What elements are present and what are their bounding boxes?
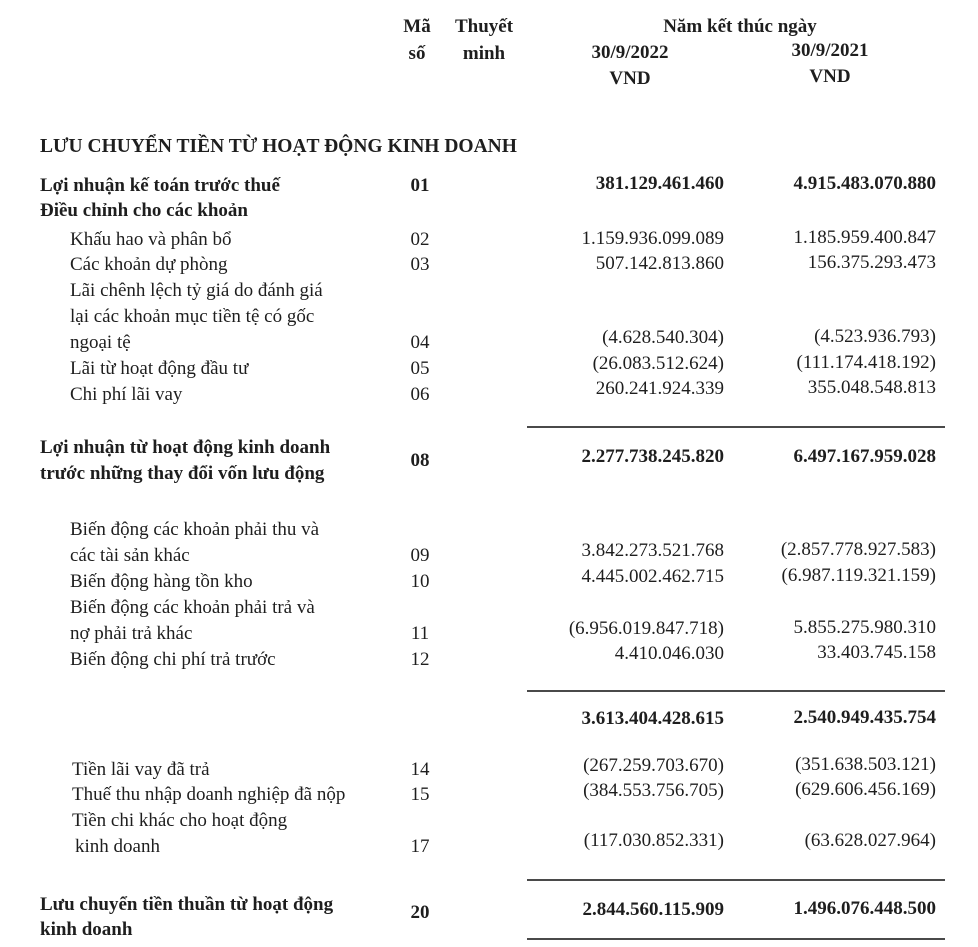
row-code: 12 [410,649,430,670]
row-value-2022: (26.083.512.624) [592,353,724,374]
total-rule-top [527,879,945,881]
row-value-2022: (117.030.852.331) [583,830,724,851]
row-label: trước những thay đổi vốn lưu động [40,463,325,484]
row-label: Biến động các khoản phải trả và [70,597,315,618]
row-code: 17 [410,836,430,857]
row-value-2022: (4.628.540.304) [602,327,724,348]
row-label: Lợi nhuận kế toán trước thuế [40,175,280,196]
row-label: Lãi chênh lệch tỷ giá do đánh giá [70,280,323,301]
total-rule-bottom [527,938,945,940]
section-title: LƯU CHUYỂN TIỀN TỪ HOẠT ĐỘNG KINH DOANH [40,136,517,157]
row-value-2021: 5.855.275.980.310 [793,617,936,638]
row-value-2022: 260.241.924.339 [595,378,724,399]
row-label: Lãi từ hoạt động đầu tư [70,358,249,379]
row-label: kinh doanh [75,836,160,857]
row-label: ngoại tệ [70,332,131,353]
row-code: 01 [410,175,430,196]
row-label: Tiền chi khác cho hoạt động [72,810,288,831]
row-value-2021: 33.403.745.158 [817,642,936,663]
row-value-2021: (4.523.936.793) [814,326,936,347]
col-header-note-line2: minh [462,43,506,64]
row-code: 08 [410,450,430,471]
row-label: Biến động các khoản phải thu và [70,519,320,540]
row-label: Khấu hao và phân bổ [70,229,232,250]
subtotal-rule [527,690,945,692]
row-value-2021: (2.857.778.927.583) [780,539,936,560]
row-value-2021: 1.496.076.448.500 [793,898,936,919]
row-code: 03 [410,254,430,275]
row-label: nợ phải trả khác [70,623,193,644]
row-label: Điều chỉnh cho các khoản [40,200,248,221]
row-label: kinh doanh [40,919,133,940]
row-code: 14 [410,759,430,780]
row-code: 09 [410,545,430,566]
row-value-2021: (6.987.119.321.159) [781,565,936,586]
col-header-2022-date: 30/9/2022 [591,42,669,63]
row-label: các tài sản khác [70,545,190,566]
row-value-2022: (6.956.019.847.718) [568,618,724,639]
row-value-2021: 355.048.548.813 [807,377,936,398]
cropped-header-text [560,0,670,4]
row-value-2021: (629.606.456.169) [795,779,936,800]
row-code: 15 [410,784,430,805]
row-value-2022: (384.553.756.705) [583,780,724,801]
row-code: 20 [410,902,430,923]
row-value-2021: (63.628.027.964) [804,830,936,851]
row-value-2021: 6.497.167.959.028 [793,446,936,467]
period-heading: Năm kết thúc ngày [663,16,817,37]
col-header-2021-currency: VND [809,66,851,87]
row-label: Chi phí lãi vay [70,384,183,405]
row-label: Tiền lãi vay đã trả [72,759,210,780]
row-label: Thuế thu nhập doanh nghiệp đã nộp [72,784,346,805]
row-value-2022: 3.842.273.521.768 [581,540,724,561]
col-header-code-line1: Mã [403,16,431,37]
row-value-2022: 2.277.738.245.820 [581,446,724,467]
row-code: 06 [410,384,430,405]
row-label: Biến động hàng tồn kho [70,571,253,592]
row-value-2022: 507.142.813.860 [595,253,724,274]
row-code: 02 [410,229,430,250]
row-label: lại các khoản mục tiền tệ có gốc [70,306,315,327]
row-label: Lưu chuyển tiền thuần từ hoạt động [40,894,334,915]
row-value-2021: 4.915.483.070.880 [793,173,936,194]
subtotal-value-2022: 3.613.404.428.615 [581,708,724,729]
col-header-2022-currency: VND [609,68,651,89]
subtotal-rule [527,426,945,428]
row-value-2021: 156.375.293.473 [807,252,936,273]
row-value-2022: 381.129.461.460 [595,173,724,194]
row-code: 10 [410,571,430,592]
row-code: 05 [410,358,430,379]
row-code: 11 [410,623,430,644]
row-value-2022: 1.159.936.099.089 [581,228,724,249]
row-value-2021: (111.174.418.192) [796,352,936,373]
subtotal-value-2021: 2.540.949.435.754 [793,707,936,728]
row-value-2021: 1.185.959.400.847 [793,227,936,248]
col-header-2021-date: 30/9/2021 [791,40,869,61]
row-label: Biến động chi phí trả trước [70,649,276,670]
row-value-2022: 4.410.046.030 [614,643,724,664]
row-value-2022: 2.844.560.115.909 [582,899,724,920]
row-label: Các khoản dự phòng [70,254,228,275]
row-value-2021: (351.638.503.121) [795,754,936,775]
col-header-note-line1: Thuyết [454,16,514,37]
row-value-2022: (267.259.703.670) [583,755,724,776]
row-label: Lợi nhuận từ hoạt động kinh doanh [40,437,331,458]
col-header-code-line2: số [408,43,426,64]
row-code: 04 [410,332,430,353]
row-value-2022: 4.445.002.462.715 [581,566,724,587]
